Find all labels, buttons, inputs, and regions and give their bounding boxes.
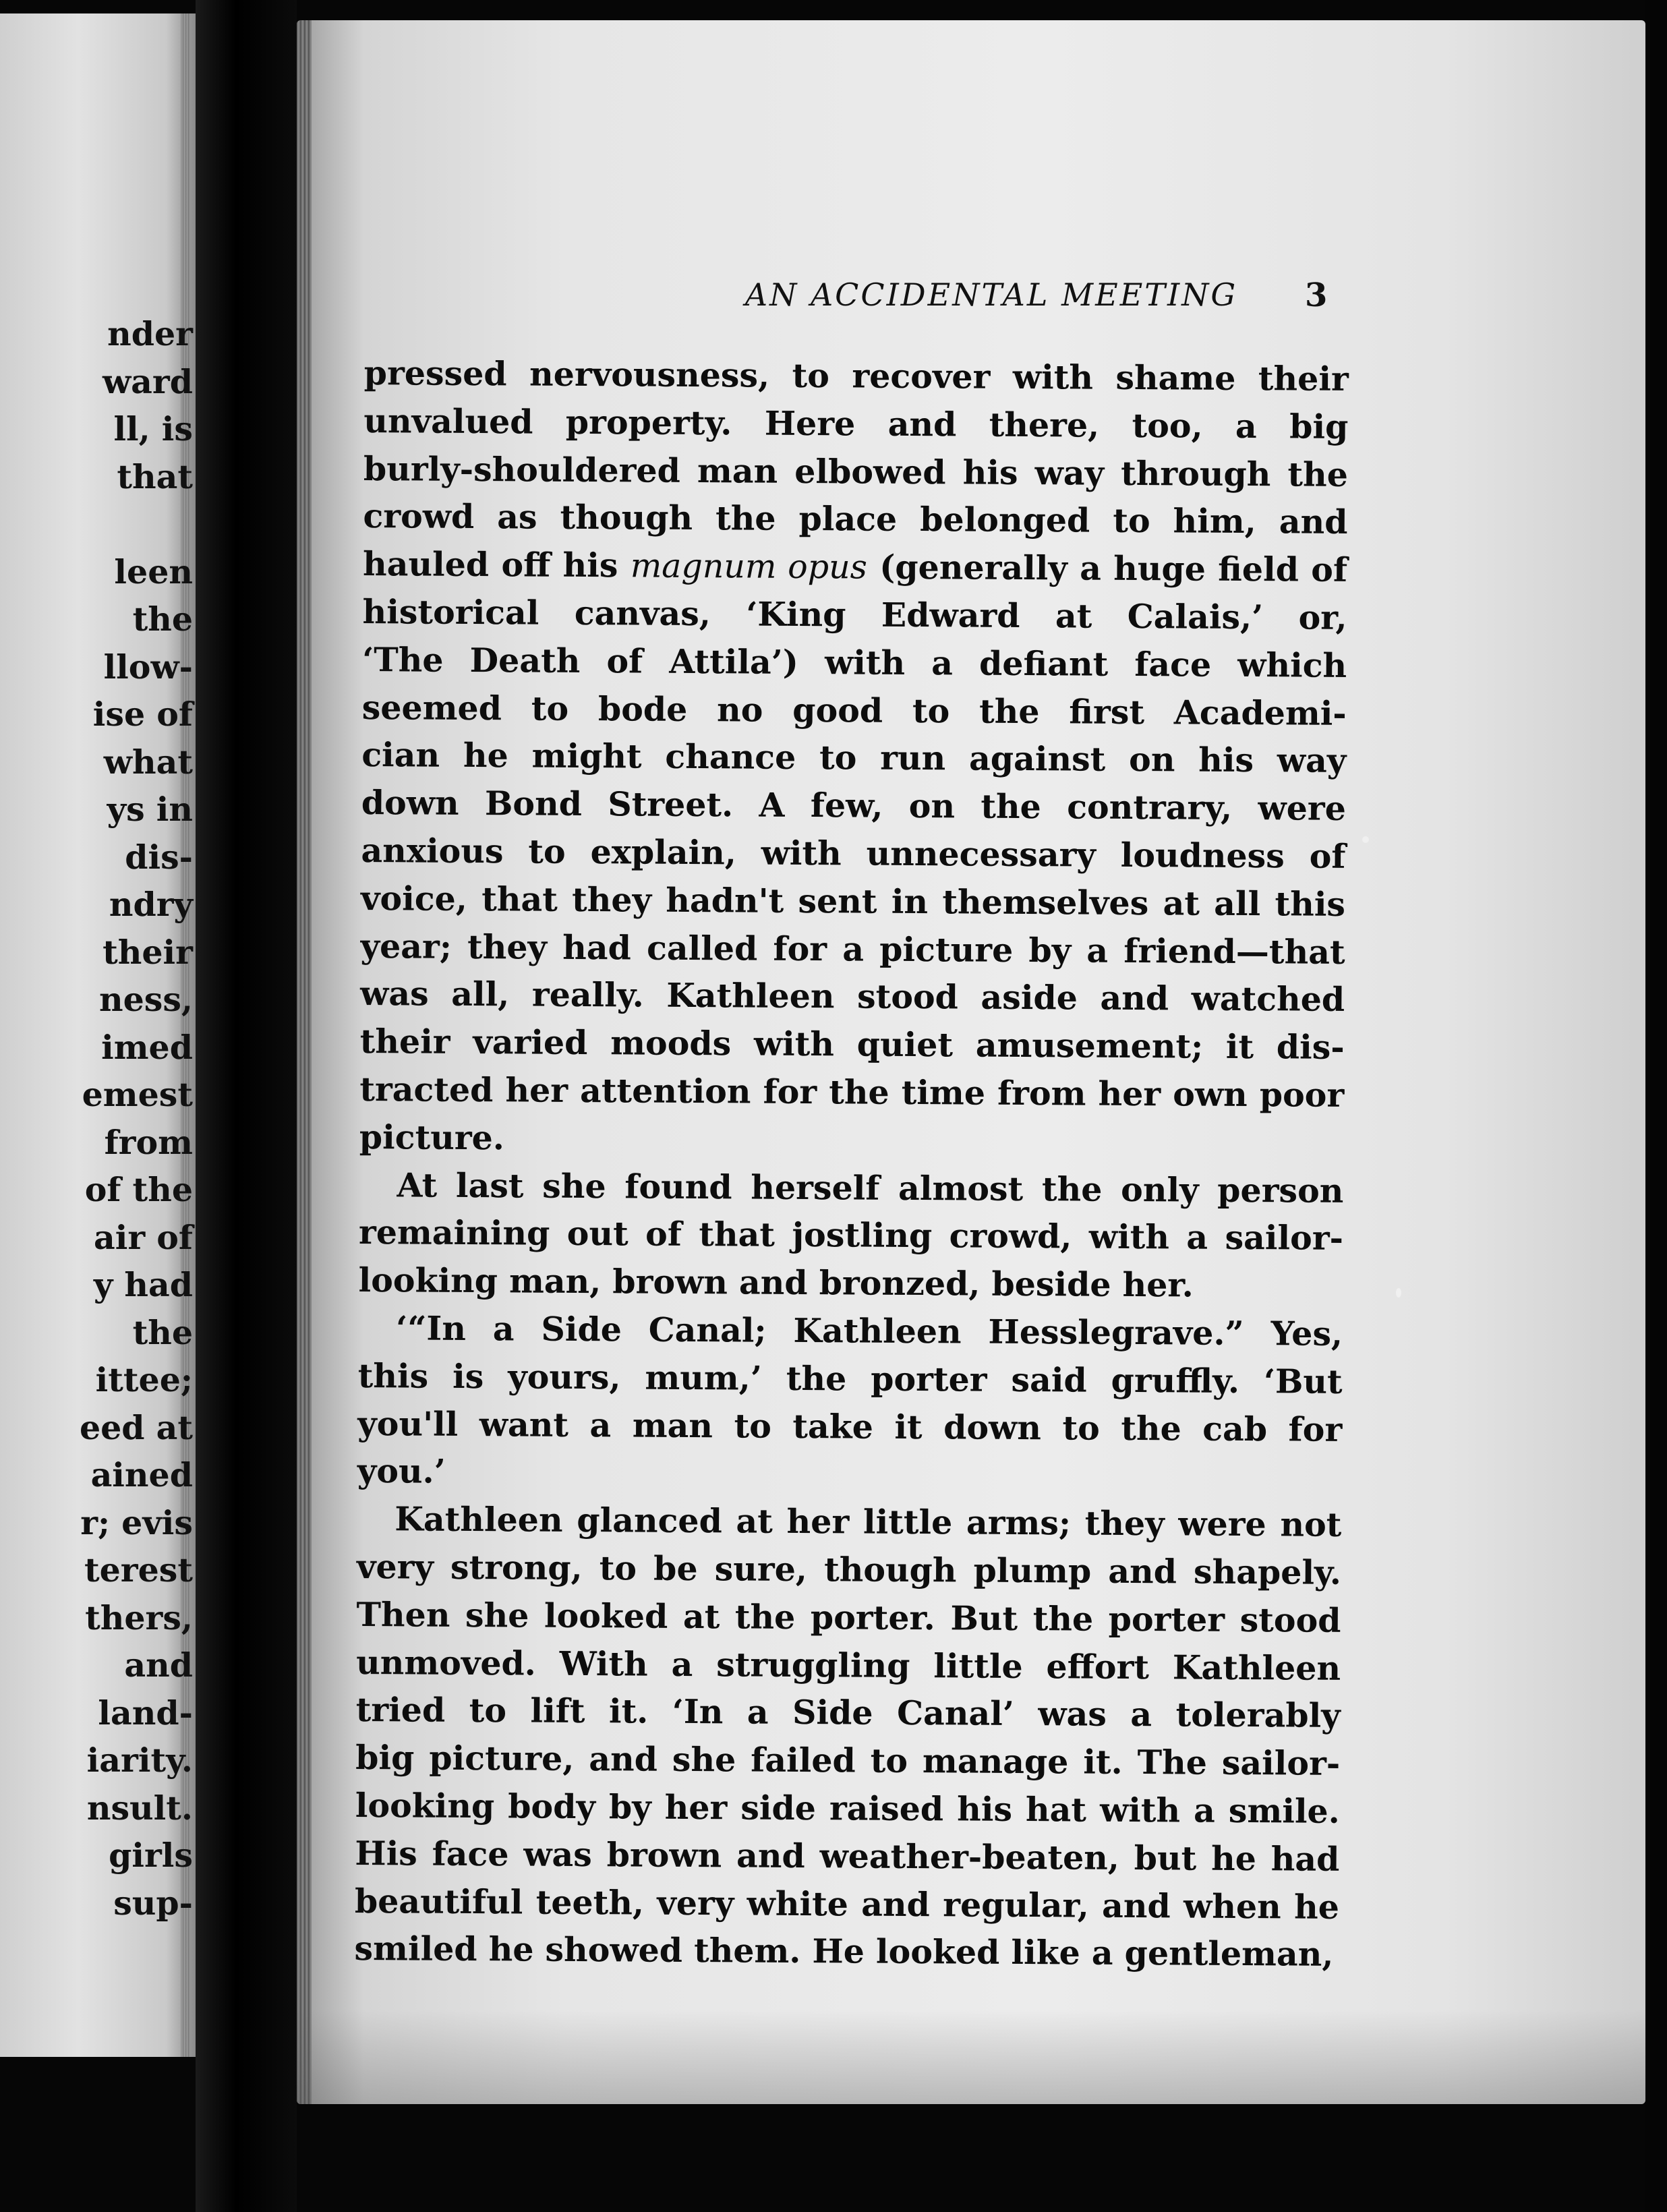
running-head: AN ACCIDENTAL MEETING [744,276,1238,313]
text-line: anxious to explain, with unnecessary loudness of [361,830,1346,876]
left-page-line: terest [84,1550,193,1590]
left-page-line: girls [109,1836,193,1875]
left-page-line: what [103,742,193,782]
left-page-line: emest [82,1075,193,1114]
text-line: very strong, to be sure, though plump and shapely. [356,1546,1342,1592]
text-line: voice, that they hadn't sent in themselves at all this [360,878,1346,924]
left-page-line: ise of [92,695,193,734]
left-page-line: that [117,457,193,496]
text-line: down Bond Street. A few, on the contrary, were [361,783,1347,829]
left-page-line: ittee; [95,1360,193,1399]
text-line: tried to lift it. ‘In a Side Canal’ was a tolerably [355,1690,1341,1736]
text-line: crowd as though the place belonged to him, and [363,496,1348,542]
text-line: unvalued property. Here and there, too, a big [363,401,1349,446]
text-line: pressed nervousness, to recover with shame their [363,353,1349,399]
text-line: you.’ [357,1451,446,1492]
text-line: ‘The Death of Attila’) with a defiant face which [362,639,1347,685]
text-line: picture. [359,1117,505,1158]
left-page-line: ness, [98,980,193,1019]
left-page-line: the [132,1312,193,1352]
right-page [297,20,1645,2104]
text-line: historical canvas, ‘King Edward at Calais,’ or, [362,591,1347,637]
left-page-line: r; evis [80,1503,193,1542]
text-segment: (generally a huge field of [867,547,1348,590]
left-page-line: ys in [107,790,193,829]
left-page-line: of the [84,1170,193,1209]
scan-speck [1362,836,1369,843]
text-line: you'll want a man to take it down to the cab for [357,1403,1343,1449]
text-line: cian he might chance to run against on his way [361,735,1347,781]
text-line: beautiful teeth, very white and regular, and when he [354,1881,1340,1927]
text-line: Then she looked at the porter. But the porter stood [356,1594,1341,1640]
text-segment: hauled off his [362,544,631,585]
text-line: this is yours, mum,’ the porter said gruffly. ‘But [357,1356,1343,1401]
text-line: Kathleen glanced at her little arms; they were not [394,1499,1342,1545]
text-line: was all, really. Kathleen stood aside and watched [359,974,1345,1020]
left-page-line: air of [94,1217,193,1257]
book-gutter [196,0,297,2212]
left-page-line: imed [101,1027,193,1067]
body-text [354,349,1349,1979]
page-number: 3 [1305,276,1328,314]
scan-speck [1396,1288,1401,1298]
left-page-line: ained [90,1455,193,1494]
text-line: looking man, brown and bronzed, beside her. [358,1260,1194,1305]
left-page-line: iarity. [86,1741,193,1780]
left-page-line: their [103,932,193,972]
left-page-line: nsult. [86,1788,193,1828]
left-page-line: eed at [79,1407,193,1447]
left-page-line: from [104,1122,193,1162]
text-line: looking body by her side raised his hat with a smile. [355,1785,1340,1831]
left-page-line: land- [98,1693,193,1733]
text-line: ‘“In a Side Canal; Kathleen Hesslegrave.” Yes, [395,1308,1343,1354]
left-page-line: nder [107,314,193,353]
text-line: seemed to bode no good to the first Academi- [361,687,1347,733]
left-page-line: leen [114,552,193,591]
text-line: their varied moods with quiet amusement; it dis- [359,1022,1345,1068]
italic-phrase: magnum opus [630,546,868,587]
left-page-line: ll, is [113,409,193,448]
text-line: remaining out of that jostling crowd, with a sailor- [358,1213,1344,1258]
text-line: At last she found herself almost the only person [397,1165,1344,1211]
text-line: smiled he showed them. He looked like a gentleman, [354,1929,1334,1975]
left-page-line: ndry [109,885,193,924]
text-line: tracted her attention for the time from her own poor [359,1069,1345,1115]
right-scan-border [1645,0,1667,2212]
left-page-line: dis- [125,837,193,877]
left-page-line: the [132,600,193,639]
text-line: big picture, and she failed to manage it. The sailor- [355,1738,1341,1783]
left-page-line: sup- [113,1883,193,1923]
left-page-line: ward [102,361,193,401]
text-line: year; they had called for a picture by a friend—that [360,926,1345,972]
left-facing-page [0,13,196,2057]
left-page-line [0,500,193,548]
text-line [363,540,1347,594]
text-line: unmoved. With a struggling little effort Kathleen [355,1642,1341,1688]
left-page-text-fragments [0,310,193,1927]
left-page-line: llow- [103,647,193,687]
text-line: burly-shouldered man elbowed his way through the [363,448,1349,494]
left-page-line: and [124,1646,193,1685]
text-line: His face was brown and weather-beaten, but he had [355,1833,1340,1879]
left-page-line: y had [93,1265,193,1304]
left-page-line: thers, [85,1598,193,1637]
